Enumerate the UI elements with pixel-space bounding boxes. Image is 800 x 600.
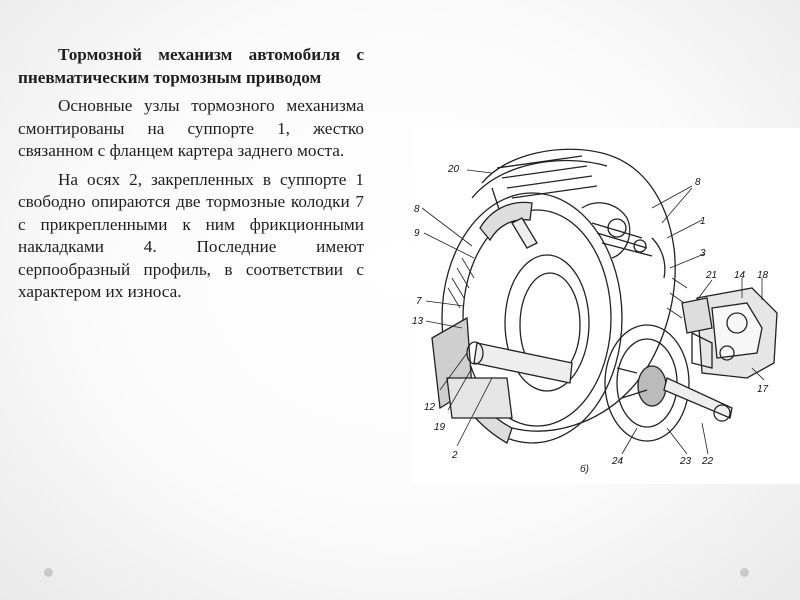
label-22: 22 [702, 456, 714, 467]
label-21: 21 [706, 270, 718, 281]
label-19: 19 [434, 422, 446, 433]
label-b: б) [580, 464, 589, 475]
label-20: 20 [448, 164, 460, 175]
brake-mechanism-drawing [412, 128, 800, 484]
paragraph-2: На осях 2, закрепленных в суппорте 1 свободно опираются две тормозные колодки 7 с прикрепленными к ним фрикционными накладками 4. Последние имеют серпообразный профиль, в соответствии с характером их износа. [18, 169, 364, 301]
brake-mechanism-figure [412, 128, 800, 484]
label-2: 2 [452, 450, 458, 461]
label-1: 1 [700, 216, 706, 227]
label-18: 18 [757, 270, 769, 281]
label-3: 3 [700, 248, 706, 259]
label-8-top: 8 [695, 177, 701, 188]
label-9: 9 [414, 228, 420, 239]
label-8-left: 8 [414, 204, 420, 215]
label-24: 24 [612, 456, 624, 467]
label-14: 14 [734, 270, 746, 281]
label-23: 23 [680, 456, 692, 467]
text-column [18, 44, 364, 310]
corner-dot-right [740, 568, 749, 577]
paragraph-1: Основные узлы тормозного механизма смонтированы на суппорте 1, жестко связанном с фланцем картера заднего моста. [18, 96, 364, 160]
label-7: 7 [416, 296, 422, 307]
corner-dot-left [44, 568, 53, 577]
slide-title: Тормозной механизм автомобиля с пневматическим тормозным приводом [18, 45, 364, 87]
label-17: 17 [757, 384, 769, 395]
label-13: 13 [412, 316, 424, 327]
label-12: 12 [424, 402, 436, 413]
